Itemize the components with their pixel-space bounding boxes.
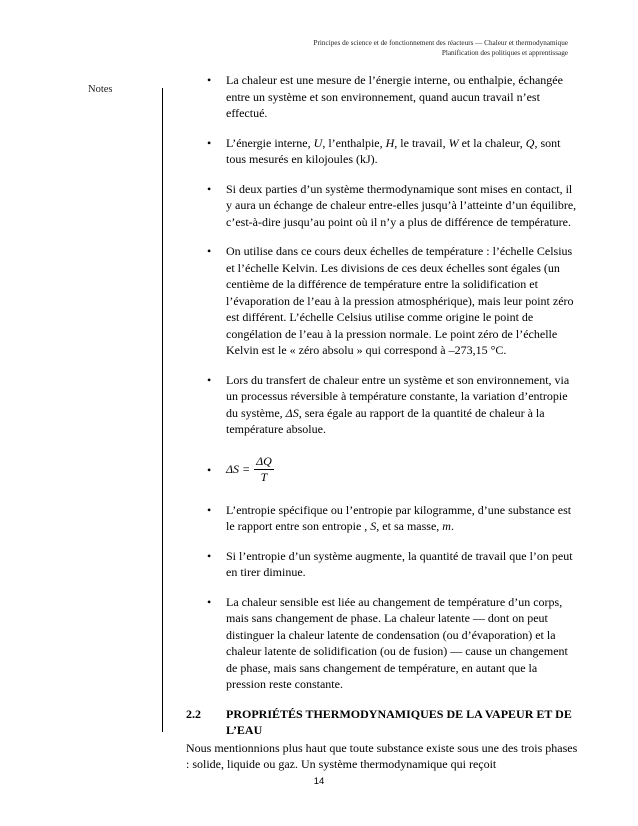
header-line-1: Principes de science et de fonctionnement des réacteurs — Chaleur et thermodynamique xyxy=(313,39,568,47)
bullet-icon: • xyxy=(207,135,212,150)
bullet-text: La chaleur est une mesure de l’énergie interne, ou enthalpie, échangée entre un système et son environnement, quand aucun travail n’est effectué. xyxy=(226,73,563,120)
bullet-item xyxy=(186,135,578,168)
notes-label: Notes xyxy=(88,84,113,95)
bullet-text: Si l’entropie d’un système augmente, la quantité de travail que l’on peut en tirer diminue. xyxy=(226,548,573,579)
bullet-icon: • xyxy=(207,548,212,563)
bullet-item xyxy=(186,594,578,693)
section-heading xyxy=(186,706,578,738)
bullet-icon: • xyxy=(207,73,212,87)
bullet-item xyxy=(186,548,578,581)
bullet-text: L’énergie interne, U, l’enthalpie, H, le travail, W et la chaleur, Q, sont tous mesurés en kilojoules (kJ). xyxy=(226,135,561,166)
bullet-item xyxy=(186,372,578,438)
bullet-item xyxy=(186,181,578,231)
bullet-list xyxy=(186,72,578,693)
section-number: 2.2 xyxy=(186,706,201,721)
formula-lhs: ΔS = xyxy=(226,462,251,477)
formula-denominator: T xyxy=(260,470,268,484)
bullet-icon: • xyxy=(207,244,212,258)
bullet-icon: • xyxy=(207,462,212,477)
bullet-item xyxy=(186,502,578,535)
bullet-text: Lors du transfert de chaleur entre un système et son environnement, via un processus réversible à température constante, la variation d’entropie du système, ΔS, sera égale au rapport de la quantité de chaleur à la température absolue. xyxy=(226,372,570,436)
bullet-text: Si deux parties d’un système thermodynamique sont mises en contact, il y aura un échange de chaleur entre-elles jusqu’à l’atteinte d’un équilibre, c’est-à-dire jusqu’au point où il n’y a plus de différence de température. xyxy=(226,181,577,229)
bullet-text: On utilise dans ce cours deux échelles de température : l’échelle Celsius et l’échelle Kelvin. Les divisions de ces deux échelles sont égales (un centième de la différence de température entre la solidification et l’évaporation de l’eau à la pression atmosphérique), mais leur point zéro est différent. L’échelle Celsius utilise comme origine le point de congélation de l’eau à la pression normale. Le point zéro de l’échelle Kelvin est le « zéro absolu » qui correspond à –273,15 °C. xyxy=(226,244,574,357)
bullet-item-formula xyxy=(186,451,578,489)
header-line-2: Planification des politiques et apprentissage xyxy=(441,49,568,57)
main-content xyxy=(186,72,578,773)
section-title: PROPRIÉTÉS THERMODYNAMIQUES DE LA VAPEUR ET DE L’EAU xyxy=(226,706,572,737)
body-paragraph: Nous mentionnions plus haut que toute substance existe sous une des trois phases : solide, liquide ou gaz. Un système thermodynamique qui reçoit xyxy=(186,740,578,771)
page-number: 14 xyxy=(313,776,325,787)
formula-numerator: ΔQ xyxy=(256,454,272,468)
bullet-text: L’entropie spécifique ou l’entropie par kilogramme, d’une substance est le rapport entre son entropie , S, et sa masse, m. xyxy=(226,502,572,533)
formula-fraction xyxy=(254,454,274,485)
bullet-icon: • xyxy=(207,594,212,609)
bullet-icon: • xyxy=(207,372,212,387)
entropy-formula xyxy=(226,451,578,489)
margin-divider xyxy=(162,88,163,732)
running-header xyxy=(314,38,568,58)
bullet-item xyxy=(186,243,578,359)
bullet-icon: • xyxy=(207,502,212,517)
bullet-item xyxy=(186,72,578,122)
bullet-text: La chaleur sensible est liée au changement de température d’un corps, mais sans changement de phase. La chaleur latente — dont on peut distinguer la chaleur latente de condensation (ou d’évaporation) et la chaleur latente de solidification (ou de fusion) — cause un changement de phase, mais sans changement de température, en autant que la pression reste constante. xyxy=(226,594,568,691)
bullet-icon: • xyxy=(207,181,212,196)
